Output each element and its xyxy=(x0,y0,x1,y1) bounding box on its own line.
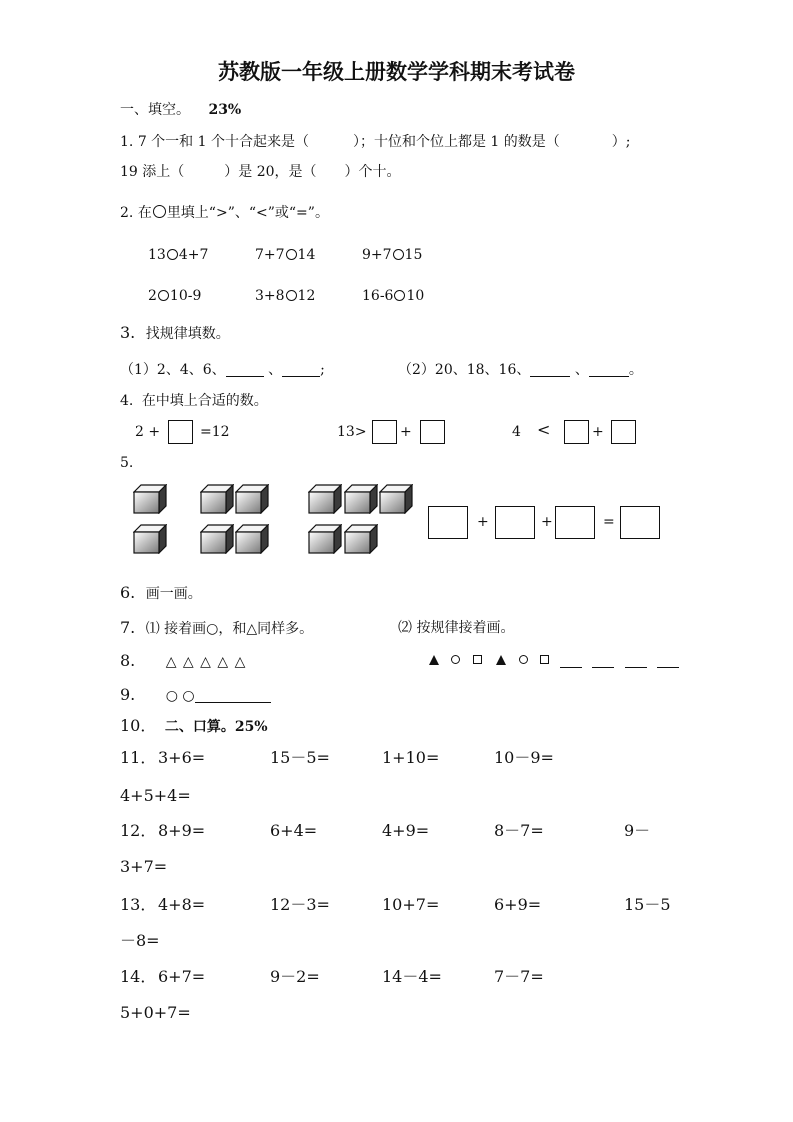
q7-part1: ⑴ 接着画○，和△同样多。 xyxy=(145,621,314,637)
answer-box[interactable] xyxy=(420,420,445,444)
q4-eq1-left: 2 + xyxy=(135,424,161,440)
mental-math-item: 15－5= xyxy=(270,748,330,767)
q2-text-post: 里填上“>”、“<”或“=”。 xyxy=(166,205,329,221)
q3-part2-text: （2）20、18、16、 xyxy=(398,362,531,378)
cube-icon xyxy=(308,484,342,514)
q4-instruction xyxy=(120,392,268,410)
cube-icon xyxy=(200,524,234,554)
square-icon xyxy=(540,655,549,664)
circle-icon xyxy=(451,655,460,664)
compare-circle[interactable] xyxy=(286,249,297,260)
mental-math-item: 12－3= xyxy=(270,895,330,914)
mental-math-item: 1+10= xyxy=(382,748,440,767)
q6-line xyxy=(120,584,202,603)
pattern-blank[interactable] xyxy=(560,653,582,668)
q4-eq1-right: =12 xyxy=(200,424,230,440)
mental-math-item: 10+7= xyxy=(382,895,440,914)
answer-box[interactable] xyxy=(555,506,595,539)
q9-circles: ○ ○ xyxy=(165,688,195,704)
q2-item-4 xyxy=(148,287,201,305)
mental-math-item: 8－7= xyxy=(494,821,544,840)
cube-icon xyxy=(133,524,167,554)
mental-math-item: 4+8= xyxy=(158,895,206,914)
q2-item-2 xyxy=(255,246,315,264)
answer-box[interactable] xyxy=(611,420,636,444)
filled-triangle-icon xyxy=(496,655,506,665)
q2-item-3 xyxy=(362,246,422,264)
q4-eq3-plus: + xyxy=(592,424,604,440)
q5-plus-2: + xyxy=(541,514,553,530)
q3-part1-text: （1）2、4、6、 xyxy=(120,362,226,378)
q1-text-b: ）；十位和个位上都是 1 的数是（ xyxy=(352,134,560,150)
q5-plus-1: + xyxy=(477,514,489,530)
mental-math-item: 9－2= xyxy=(270,967,320,986)
q2-item-left: 9+7 xyxy=(362,247,392,263)
q3-separator: 、 xyxy=(574,362,589,378)
q13-number: 13． xyxy=(120,895,157,914)
q3-answer-blank[interactable] xyxy=(226,362,264,377)
q14-number: 14． xyxy=(120,967,157,986)
mental-math-item: 8+9= xyxy=(158,821,206,840)
cube-icon xyxy=(379,484,413,514)
answer-box[interactable] xyxy=(495,506,535,539)
q10-number: 10． xyxy=(120,716,157,735)
compare-circle[interactable] xyxy=(286,290,297,301)
q2-item-right: 4+7 xyxy=(178,247,209,263)
q3-separator: 、 xyxy=(268,362,283,378)
answer-box[interactable] xyxy=(620,506,660,539)
q2-item-6 xyxy=(362,287,424,305)
q3-answer-blank[interactable] xyxy=(530,362,570,377)
q8-line xyxy=(120,652,246,671)
mental-math-item: 14－4= xyxy=(382,967,442,986)
q4-eq3-left: 4 xyxy=(512,424,521,440)
q2-instruction xyxy=(120,204,329,222)
pattern-blank[interactable] xyxy=(592,653,614,668)
q2-text-pre: 在 xyxy=(137,205,152,221)
q3-end: 。 xyxy=(628,362,643,378)
q2-item-left: 7+7 xyxy=(255,247,285,263)
q2-item-right: 12 xyxy=(297,288,316,304)
q11-number: 11． xyxy=(120,748,157,767)
q2-item-left: 16-6 xyxy=(362,288,394,304)
q1-text-f: ）个十。 xyxy=(344,164,401,180)
answer-box[interactable] xyxy=(372,420,397,444)
mental-math-item: －8= xyxy=(120,931,160,950)
mental-math-item: 6+7= xyxy=(158,967,206,986)
pattern-blank[interactable] xyxy=(625,653,647,668)
q9-number: 9. xyxy=(120,685,136,704)
q9-line xyxy=(120,686,271,705)
q4-eq3-op: < xyxy=(537,420,551,439)
q1-text-e: ）是 20，是（ xyxy=(224,164,317,180)
pattern-blank[interactable] xyxy=(657,653,679,668)
q2-item-right: 10-9 xyxy=(169,288,202,304)
compare-circle[interactable] xyxy=(158,290,169,301)
q3-answer-blank[interactable] xyxy=(282,362,320,377)
q4-eq2-plus: + xyxy=(400,424,412,440)
q1-line2 xyxy=(120,163,401,181)
q1-line1 xyxy=(120,133,631,151)
q10-text: 二、口算。25% xyxy=(164,719,268,735)
q2-number: 2. xyxy=(120,205,134,221)
circle-icon xyxy=(519,655,528,664)
compare-circle[interactable] xyxy=(393,249,404,260)
cube-icon xyxy=(235,524,269,554)
q7-number: 7. xyxy=(120,618,136,637)
q1-text-c: ）; xyxy=(611,134,631,150)
q3-part2 xyxy=(398,361,643,379)
q7-part2: ⑵ 按规律接着画。 xyxy=(398,620,515,636)
q3-part1 xyxy=(120,361,325,379)
mental-math-item: 9－ xyxy=(624,821,651,840)
q3-end: ; xyxy=(320,362,325,378)
section1-heading: 一、填空。 xyxy=(120,102,190,118)
q4-number: 4. xyxy=(120,393,134,409)
compare-circle[interactable] xyxy=(394,290,405,301)
mental-math-item: 10－9= xyxy=(494,748,554,767)
compare-circle[interactable] xyxy=(167,249,178,260)
q8-pattern xyxy=(429,652,679,670)
q2-item-left: 13 xyxy=(148,247,166,263)
q4-eq2-left: 13> xyxy=(337,424,367,440)
circle-icon xyxy=(153,205,166,218)
q6-text: 画一画。 xyxy=(145,586,202,602)
mental-math-item: 3+6= xyxy=(158,748,206,767)
q2-item-1 xyxy=(148,246,208,264)
q7-line xyxy=(120,619,313,638)
cube-icon xyxy=(133,484,167,514)
mental-math-item: 3+7= xyxy=(120,857,168,876)
q2-item-right: 10 xyxy=(406,288,425,304)
answer-box[interactable] xyxy=(564,420,589,444)
q2-item-left: 3+8 xyxy=(255,288,285,304)
mental-math-item: 4+5+4= xyxy=(120,786,191,805)
q6-number: 6. xyxy=(120,583,136,602)
q2-item-right: 14 xyxy=(297,247,316,263)
q3-number: 3. xyxy=(120,323,136,342)
filled-triangle-icon xyxy=(429,655,439,665)
q3-text: 找规律填数。 xyxy=(145,326,230,342)
section1-score: 23% xyxy=(208,102,242,118)
mental-math-item: 6+9= xyxy=(494,895,542,914)
cube-icon xyxy=(235,484,269,514)
q3-answer-blank[interactable] xyxy=(589,362,629,377)
q1-text-a: 7 个一和 1 个十合起来是（ xyxy=(137,134,309,150)
q12-number: 12． xyxy=(120,821,157,840)
section1-heading-line xyxy=(120,101,241,119)
q4-text: 在中填上合适的数。 xyxy=(141,393,268,409)
mental-math-item: 7－7= xyxy=(494,967,544,986)
q2-item-5 xyxy=(255,287,315,305)
mental-math-item: 5+0+7= xyxy=(120,1003,191,1022)
cube-icon xyxy=(344,484,378,514)
q8-number: 8. xyxy=(120,651,136,670)
q5-equals: = xyxy=(603,514,615,530)
mental-math-item: 6+4= xyxy=(270,821,318,840)
q5-number: 5. xyxy=(120,455,134,471)
q9-answer-blank[interactable] xyxy=(195,688,271,703)
q1-number: 1. xyxy=(120,134,134,150)
page-title: 苏教版一年级上册数学学科期末考试卷 xyxy=(218,60,575,84)
q3-instruction xyxy=(120,324,230,343)
answer-box[interactable] xyxy=(428,506,468,539)
cube-icon xyxy=(308,524,342,554)
q10-line xyxy=(120,717,268,736)
cube-icon xyxy=(200,484,234,514)
mental-math-item: 4+9= xyxy=(382,821,430,840)
q8-triangles: △ △ △ △ △ xyxy=(165,654,247,670)
q2-item-right: 15 xyxy=(404,247,423,263)
mental-math-item: 15－5 xyxy=(624,895,671,914)
answer-box[interactable] xyxy=(168,420,193,444)
q2-item-left: 2 xyxy=(148,288,157,304)
cube-icon xyxy=(344,524,378,554)
square-icon xyxy=(473,655,482,664)
q1-text-d: 19 添上（ xyxy=(120,164,185,180)
